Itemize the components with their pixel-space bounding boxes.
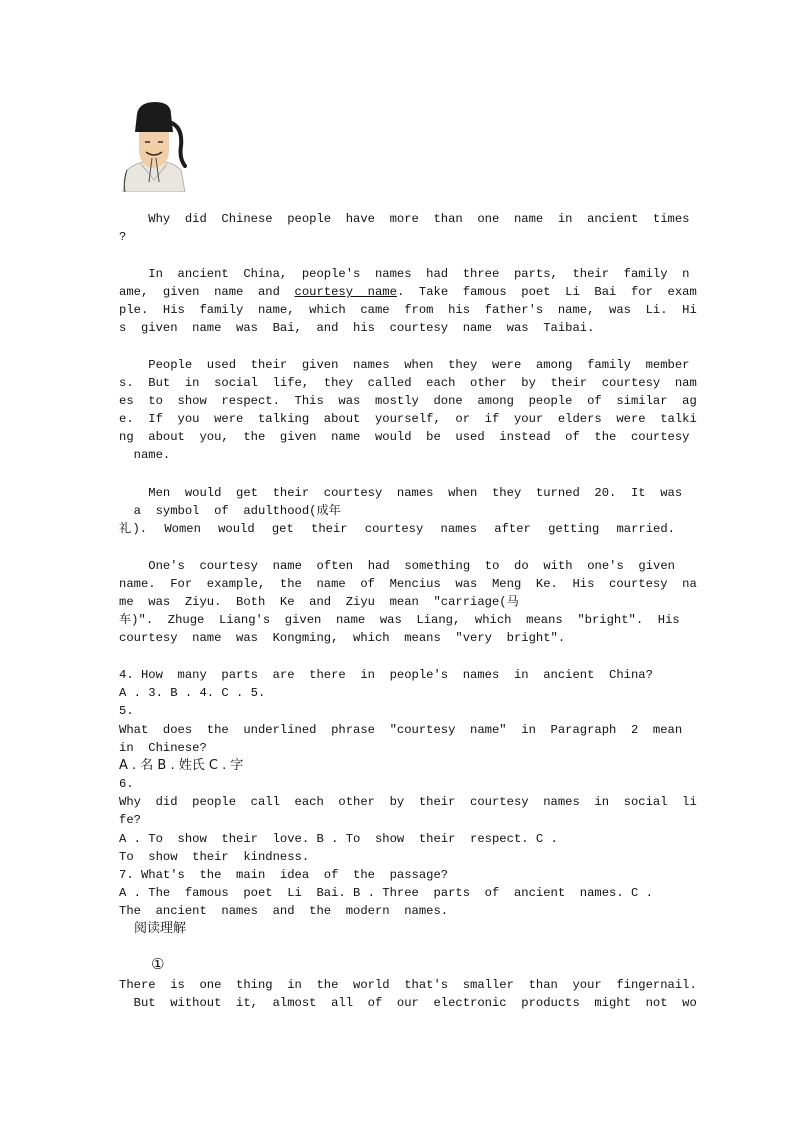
question-6-number: 6.	[119, 777, 134, 791]
paragraph-4-line: 车)". Zhuge Liang's given name was Liang, which means "bright". His	[119, 613, 680, 627]
paragraph-1-line: ame, given name and courtesy name. Take famous poet Li Bai for exam	[119, 285, 697, 299]
question-5-stem: What does the underlined phrase "courtesy name" in Paragraph 2 mean	[119, 723, 683, 737]
underlined-phrase: courtesy name	[294, 285, 397, 299]
question-7-stem: 7. What's the main idea of the passage?	[119, 868, 449, 882]
paragraph-2-line: ng about you, the given name would be used instead of the courtesy	[119, 430, 690, 444]
paragraph-4-line: courtesy name was Kongming, which means "very bright".	[119, 631, 566, 645]
paragraph-3-line: Men would get their courtesy names when they turned 20. It was	[119, 486, 683, 500]
question-6-options: A . To show their love. B . To show their respect. C .	[119, 832, 558, 846]
passage-number: ①	[151, 955, 165, 973]
paragraph-2-line: s. But in social life, they called each other by their courtesy nam	[119, 376, 697, 390]
paragraph-2-line: name.	[119, 448, 171, 462]
question-5-number: 5.	[119, 704, 134, 718]
question-6-options: To show their kindness.	[119, 850, 310, 864]
intro-question-line: ?	[119, 230, 127, 244]
poet-portrait-image	[119, 100, 189, 192]
question-5-stem: in Chinese?	[119, 741, 207, 755]
paragraph-4-line: One's courtesy name often had something to do with one's given	[119, 559, 675, 573]
paragraph-4-line: me was Ziyu. Both Ke and Ziyu mean "carriage(马	[119, 595, 519, 609]
question-6-stem: Why did people call each other by their courtesy names in social li	[119, 795, 697, 809]
paragraph-2-line: es to show respect. This was mostly done among people of similar ag	[119, 394, 697, 408]
question-5-options: A . 名 B . 姓氏 C . 字	[119, 758, 244, 773]
question-7-options: A . The famous poet Li Bai. B . Three parts of ancient names. C .	[119, 886, 653, 900]
paragraph-2-line: People used their given names when they were among family member	[119, 358, 690, 372]
paragraph-1-line: In ancient China, people's names had three parts, their family n	[119, 267, 690, 281]
paragraph-3-line: a symbol of adulthood(成年	[119, 504, 341, 518]
passage-2-line: But without it, almost all of our electronic products might not wo	[119, 996, 697, 1010]
paragraph-4-line: name. For example, the name of Mencius was Meng Ke. His courtesy na	[119, 577, 697, 591]
question-7-options: The ancient names and the modern names.	[119, 904, 449, 918]
paragraph-3-line: 礼). Women would get their courtesy names after getting married.	[119, 522, 675, 536]
question-6-stem: fe?	[119, 813, 141, 827]
question-4-options: A . 3. B . 4. C . 5.	[119, 686, 266, 700]
paragraph-1-line: ple. His family name, which came from his father's name, was Li. Hi	[119, 303, 697, 317]
paragraph-1-line: s given name was Bai, and his courtesy name was Taibai.	[119, 321, 595, 335]
paragraph-2-line: e. If you were talking about yourself, or if your elders were talki	[119, 412, 697, 426]
question-4-stem: 4. How many parts are there in people's names in ancient China?	[119, 668, 653, 682]
section-heading: 阅读理解	[134, 921, 187, 936]
passage-2-line: There is one thing in the world that's smaller than your fingernail.	[119, 978, 697, 992]
intro-question-line: Why did Chinese people have more than one name in ancient times	[119, 212, 690, 226]
